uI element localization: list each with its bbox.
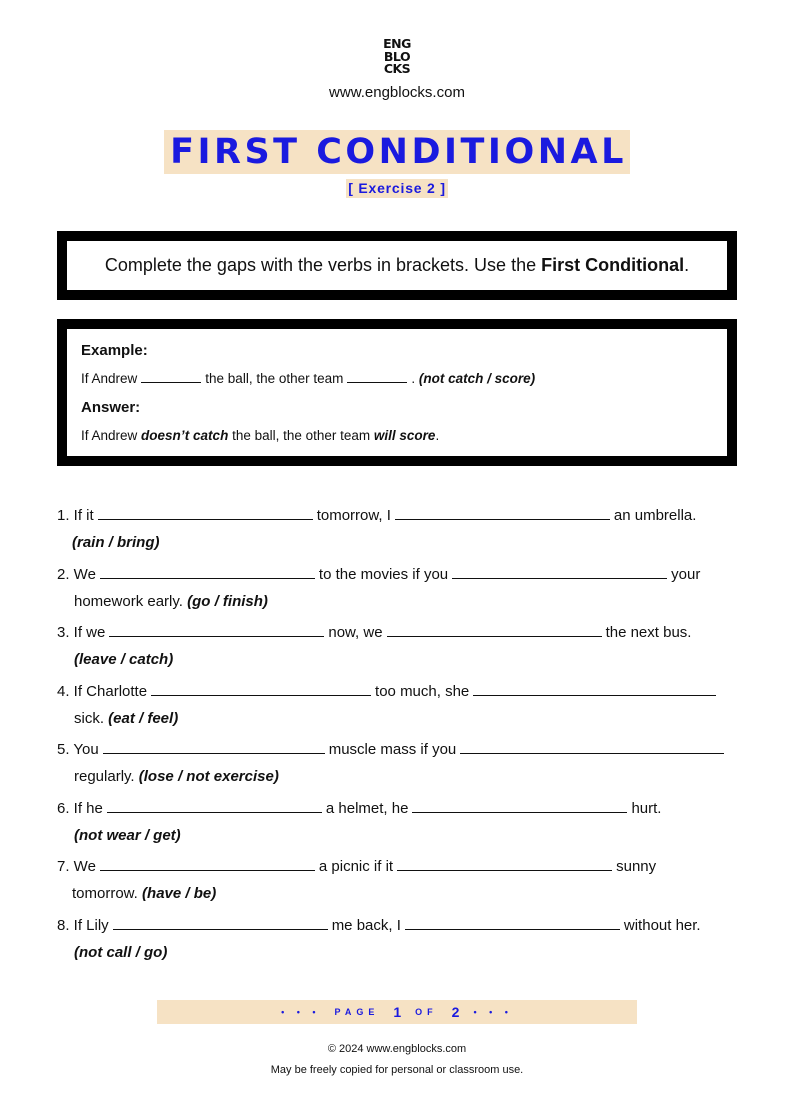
- logo-line-2: BLO: [383, 48, 411, 64]
- answer-blank[interactable]: [395, 505, 610, 520]
- example-sentence-start: If Andrew: [81, 371, 138, 386]
- answer-blank[interactable]: [460, 739, 724, 754]
- exercise-item-3: [57, 619, 747, 678]
- item-text: a picnic if it: [318, 858, 394, 875]
- item-text: 8. If Lily: [57, 916, 109, 934]
- item-text: 6. If he: [57, 799, 103, 817]
- answer-verb-1: doesn’t catch: [141, 428, 229, 443]
- instructions-text: [105, 255, 689, 276]
- exercise-label: [ Exercise 2 ]: [348, 180, 446, 196]
- instructions-bold: First Conditional: [541, 255, 685, 275]
- answer-blank[interactable]: [100, 564, 315, 579]
- instructions-box: [57, 231, 737, 300]
- item-text: a helmet, he: [325, 799, 409, 817]
- instructions-suffix: .: [684, 255, 690, 275]
- answer-end: .: [435, 428, 440, 443]
- answer-blank[interactable]: [387, 622, 602, 637]
- page-total: 2: [451, 1004, 460, 1020]
- item-text: regularly.: [74, 768, 135, 785]
- item-text: hurt.: [631, 799, 662, 817]
- answer-blank[interactable]: [412, 798, 627, 813]
- item-text: an umbrella.: [613, 507, 697, 524]
- answer-blank[interactable]: [100, 856, 315, 871]
- example-blank-2: [347, 370, 407, 383]
- of-word: OF: [415, 1007, 438, 1017]
- item-text: sunny: [616, 858, 657, 875]
- engblocks-logo: [377, 38, 417, 76]
- example-blank-1: [141, 370, 201, 383]
- copyright-text: © 2024 www.engblocks.com: [327, 1043, 467, 1055]
- item-hint: (lose / not exercise): [138, 768, 279, 785]
- item-hint: (go / finish): [187, 592, 268, 610]
- answer-blank[interactable]: [113, 915, 328, 930]
- example-box: [57, 319, 737, 466]
- answer-blank[interactable]: [107, 798, 322, 813]
- exercise-item-1: [57, 502, 747, 561]
- item-hint: (leave / catch): [74, 651, 174, 668]
- example-sentence: [81, 370, 713, 388]
- answer-blank[interactable]: [103, 739, 325, 754]
- item-text: 7. We: [57, 858, 96, 875]
- license-text: May be freely copied for personal or classroom use.: [270, 1064, 524, 1076]
- exercise-item-8: [57, 912, 747, 971]
- site-url: www.engblocks.com: [329, 84, 465, 101]
- title-wrap: [0, 130, 794, 174]
- answer-blank[interactable]: [98, 505, 313, 520]
- exercise-item-6: [57, 795, 747, 854]
- answer-blank[interactable]: [473, 681, 716, 696]
- answer-blank[interactable]: [405, 915, 620, 930]
- item-hint: (have / be): [142, 885, 217, 902]
- example-sentence-end: .: [411, 371, 416, 386]
- answer-verb-2: will score: [373, 428, 436, 443]
- subtitle-wrap: [0, 179, 794, 198]
- item-text: tomorrow.: [72, 885, 138, 902]
- item-text: the next bus.: [605, 624, 692, 641]
- answer-heading: Answer:: [81, 399, 141, 416]
- item-text: too much, she: [375, 682, 470, 700]
- item-hint: (rain / bring): [72, 534, 160, 551]
- answer-start: If Andrew: [81, 428, 142, 443]
- item-text: 1. If it: [57, 507, 94, 524]
- item-text: muscle mass if you: [328, 741, 457, 758]
- item-text: homework early.: [74, 592, 183, 610]
- page-indicator: [157, 1000, 637, 1024]
- example-sentence-mid: the ball, the other team: [205, 371, 344, 386]
- logo-line-1: ENG: [383, 36, 411, 51]
- exercise-item-4: [57, 678, 747, 737]
- answer-mid: the ball, the other team: [228, 428, 374, 443]
- exercise-item-7: [57, 853, 747, 912]
- page-word: PAGE: [334, 1007, 380, 1017]
- page-number: 1: [393, 1004, 402, 1020]
- item-text: 4. If Charlotte: [57, 682, 148, 700]
- item-text: sick.: [74, 709, 104, 727]
- exercise-item-5: [57, 736, 747, 795]
- answer-blank[interactable]: [109, 622, 324, 637]
- answer-blank[interactable]: [151, 681, 371, 696]
- exercise-item-2: [57, 561, 747, 620]
- item-text: now, we: [328, 624, 383, 641]
- item-text: without her.: [623, 916, 701, 934]
- example-hint: (not catch / score): [418, 371, 536, 386]
- example-heading: Example:: [81, 342, 148, 359]
- instructions-prefix: Complete the gaps with the verbs in brackets. Use the: [104, 255, 542, 275]
- answer-blank[interactable]: [452, 564, 667, 579]
- item-text: me back, I: [331, 916, 401, 934]
- exercise-list: [57, 502, 747, 970]
- item-text: 5. You: [57, 741, 99, 758]
- answer-sentence: [81, 427, 713, 445]
- item-text: 3. If we: [57, 624, 106, 641]
- dots-right: • • •: [473, 1007, 513, 1017]
- logo-line-3: CKS: [383, 61, 411, 76]
- worksheet-title: FIRST CONDITIONAL: [164, 130, 630, 174]
- dots-left: • • •: [281, 1007, 321, 1017]
- item-text: to the movies if you: [318, 565, 449, 583]
- item-text: your: [671, 565, 701, 583]
- answer-blank[interactable]: [397, 856, 612, 871]
- item-hint: (not call / go): [74, 943, 168, 961]
- item-text: 2. We: [57, 565, 96, 583]
- item-hint: (eat / feel): [108, 709, 179, 727]
- item-hint: (not wear / get): [74, 826, 181, 844]
- item-text: tomorrow, I: [316, 507, 391, 524]
